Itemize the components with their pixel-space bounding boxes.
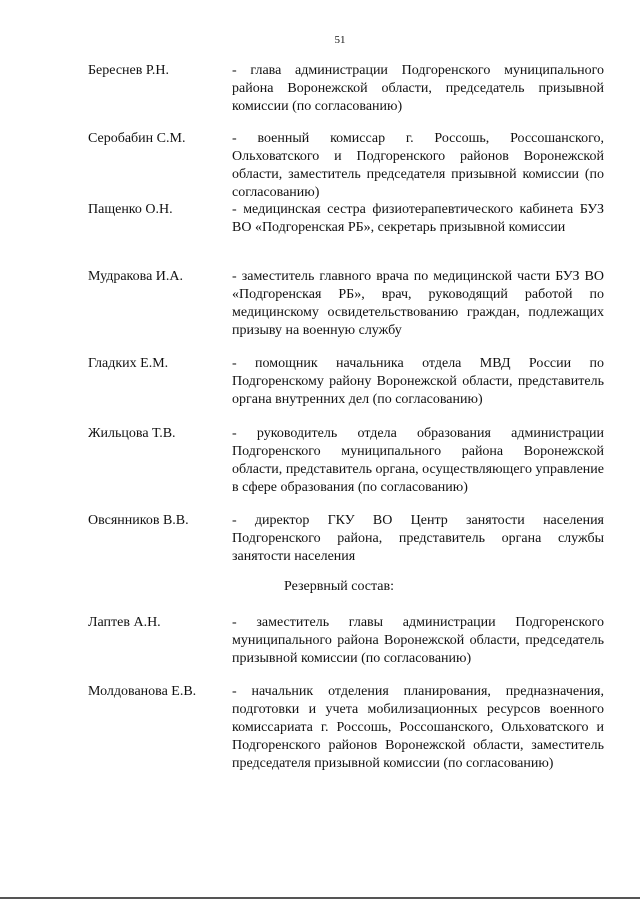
member-role: - заместитель главного врача по медицинской части БУЗ ВО «Подгоренская РБ», врач, руководящий работой по медицинскому освидетельствованию граждан, подлежащих призыву на военную службу <box>232 269 604 338</box>
reserve-section-title: Резервный состав: <box>284 579 395 594</box>
member-name: Пащенко О.Н. <box>88 202 173 217</box>
member-role: - директор ГКУ ВО Центр занятости населения Подгоренского района, представитель органа службы занятости населения <box>232 513 604 564</box>
member-role: - военный комиссар г. Россошь, Россошанского, Ольховатского и Подгоренского районов Воронежской области, заместитель председателя призывной комиссии (по согласованию) <box>232 131 604 200</box>
member-name: Мудракова И.А. <box>88 269 184 284</box>
member-name: Береснев Р.Н. <box>88 63 169 78</box>
member-name: Лаптев А.Н. <box>88 615 161 630</box>
member-name: Серобабин С.М. <box>88 131 186 146</box>
member-name: Молдованова Е.В. <box>88 684 197 699</box>
page-number: 51 <box>334 34 346 46</box>
member-role: - руководитель отдела образования администрации Подгоренского муниципального района Воронежской области, представитель органа, осуществляющего управление в сфере образования (по согласованию) <box>232 426 604 495</box>
member-name: Жильцова Т.В. <box>88 426 176 441</box>
member-role: - медицинская сестра физиотерапевтического кабинета БУЗ ВО «Подгоренская РБ», секретарь призывной комиссии <box>232 202 604 235</box>
member-role: - глава администрации Подгоренского муниципального района Воронежской области, председатель призывной комиссии (по согласованию) <box>232 63 604 114</box>
member-role: - помощник начальника отдела МВД России по Подгоренскому району Воронежской области, представитель органа внутренних дел (по согласованию) <box>232 356 604 407</box>
member-name: Гладких Е.М. <box>88 356 169 371</box>
member-role: - заместитель главы администрации Подгоренского муниципального района Воронежской области, председатель призывной комиссии (по согласованию) <box>232 615 604 666</box>
member-name: Овсянников В.В. <box>88 513 189 528</box>
scan-edge-divider <box>0 897 640 899</box>
member-role: - начальник отделения планирования, предназначения, подготовки и учета мобилизационных ресурсов военного комиссариата г. Россошь, Россошанского, Ольховатского и Подгоренского районов Воронежской области, заместитель председателя призывной комиссии (по согласованию) <box>232 684 604 771</box>
